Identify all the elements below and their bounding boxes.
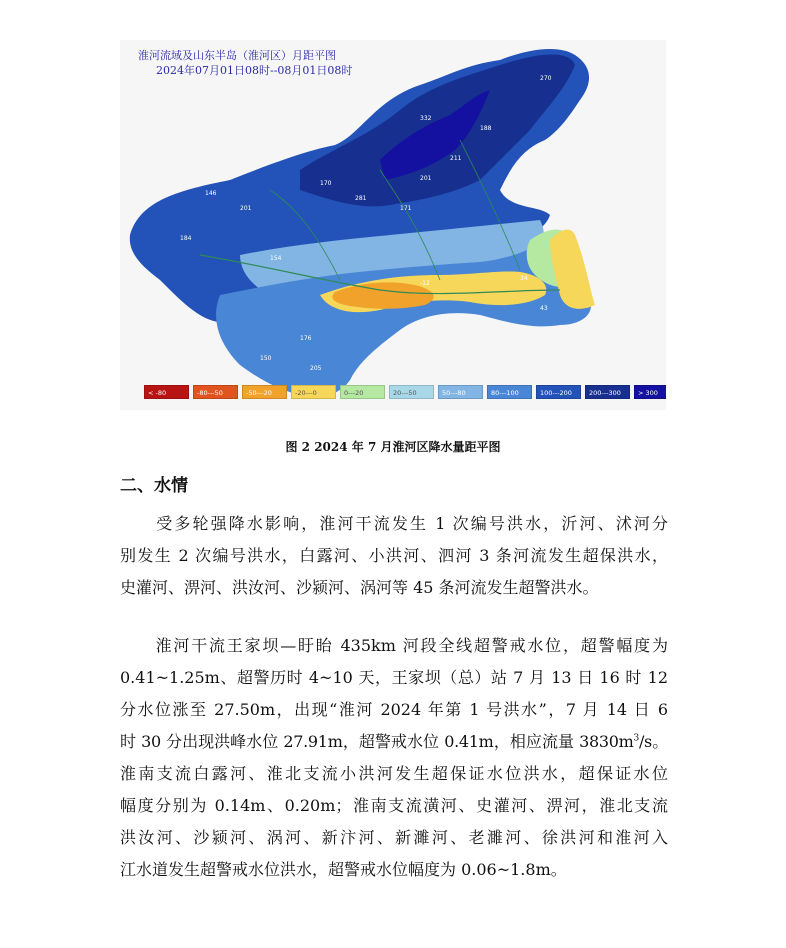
svg-text:205: 205	[310, 365, 322, 372]
svg-text:201: 201	[420, 175, 432, 182]
paragraph-text: 时 30 分出现洪峰水位 27.91m，超警戒水位 0.41m，相应流量 3830m	[120, 732, 634, 751]
map-title-line2: 2024年07月01日08时--08月01日08时	[156, 64, 353, 77]
map-legend	[144, 385, 666, 399]
legend-item: -50---20	[242, 385, 287, 399]
paragraph-line: 淮南支流白露河、淮北支流小洪河发生超保证水位洪水，超保证水位	[120, 764, 668, 783]
svg-text:201: 201	[240, 205, 252, 212]
paragraph-line: 史灌河、淠河、洪汝河、沙颍河、涡河等 45 条河流发生超警洪水。	[120, 578, 599, 597]
paragraph-2	[120, 630, 668, 886]
paragraph-1	[120, 508, 668, 604]
legend-item: 0---20	[340, 385, 385, 399]
svg-text:270: 270	[540, 75, 552, 82]
svg-text:184: 184	[180, 235, 192, 242]
map-title-line1: 淮河流域及山东半岛（淮河区）月距平图	[138, 49, 336, 62]
map-title	[138, 48, 352, 78]
svg-text:43: 43	[540, 305, 548, 312]
figure-caption: 图 2 2024 年 7 月淮河区降水量距平图	[285, 440, 501, 454]
svg-text:176: 176	[300, 335, 312, 342]
svg-text:171: 171	[400, 205, 412, 212]
svg-text:188: 188	[480, 125, 492, 132]
paragraph-line: 分水位涨至 27.50m，出现“淮河 2024 年第 1 号洪水”，7 月 14 日 6	[120, 700, 668, 719]
svg-text:146: 146	[205, 190, 217, 197]
legend-item: < -80	[144, 385, 189, 399]
legend-item: > 300	[634, 385, 666, 399]
legend-item: 100---200	[536, 385, 581, 399]
paragraph-line: 江水道发生超警戒水位洪水，超警戒水位幅度为 0.06~1.8m。	[120, 860, 567, 879]
paragraph-line: 淮河干流王家坝—盱眙 435km 河段全线超警戒水位，超警幅度为	[120, 636, 668, 655]
paragraph-line: 0.41~1.25m、超警历时 4~10 天，王家坝（总）站 7 月 13 日 16 时 12	[120, 668, 668, 687]
svg-text:332: 332	[420, 115, 432, 122]
map-graphic	[120, 40, 666, 410]
svg-text:150: 150	[260, 355, 272, 362]
paragraph-line: 受多轮强降水影响，淮河干流发生 1 次编号洪水，沂河、沭河分	[120, 514, 668, 533]
section-heading: 二、水情	[120, 476, 188, 496]
legend-item: -80---50	[193, 385, 238, 399]
svg-text:170: 170	[320, 180, 332, 187]
paragraph-text: /s。	[638, 732, 669, 751]
legend-item: 80---100	[487, 385, 532, 399]
legend-item: 50---80	[438, 385, 483, 399]
superscript: 3	[633, 733, 639, 744]
svg-text:34: 34	[520, 275, 528, 282]
paragraph-line: 幅度分别为 0.14m、0.20m；淮南支流潢河、史灌河、淠河，淮北支流	[120, 796, 668, 815]
precipitation-anomaly-map	[120, 40, 666, 410]
legend-item: 200---300	[585, 385, 630, 399]
svg-text:281: 281	[355, 195, 367, 202]
svg-text:-12: -12	[420, 280, 430, 287]
paragraph-line: 洪汝河、沙颍河、涡河、新汴河、新濉河、老濉河、徐洪河和淮河入	[120, 828, 668, 847]
paragraph-line: 别发生 2 次编号洪水，白露河、小洪河、泗河 3 条河流发生超保洪水，	[120, 546, 668, 565]
legend-item: 20---50	[389, 385, 434, 399]
legend-item: -20---0	[291, 385, 336, 399]
svg-text:211: 211	[450, 155, 462, 162]
paragraph-line	[120, 726, 668, 758]
svg-text:154: 154	[270, 255, 282, 262]
